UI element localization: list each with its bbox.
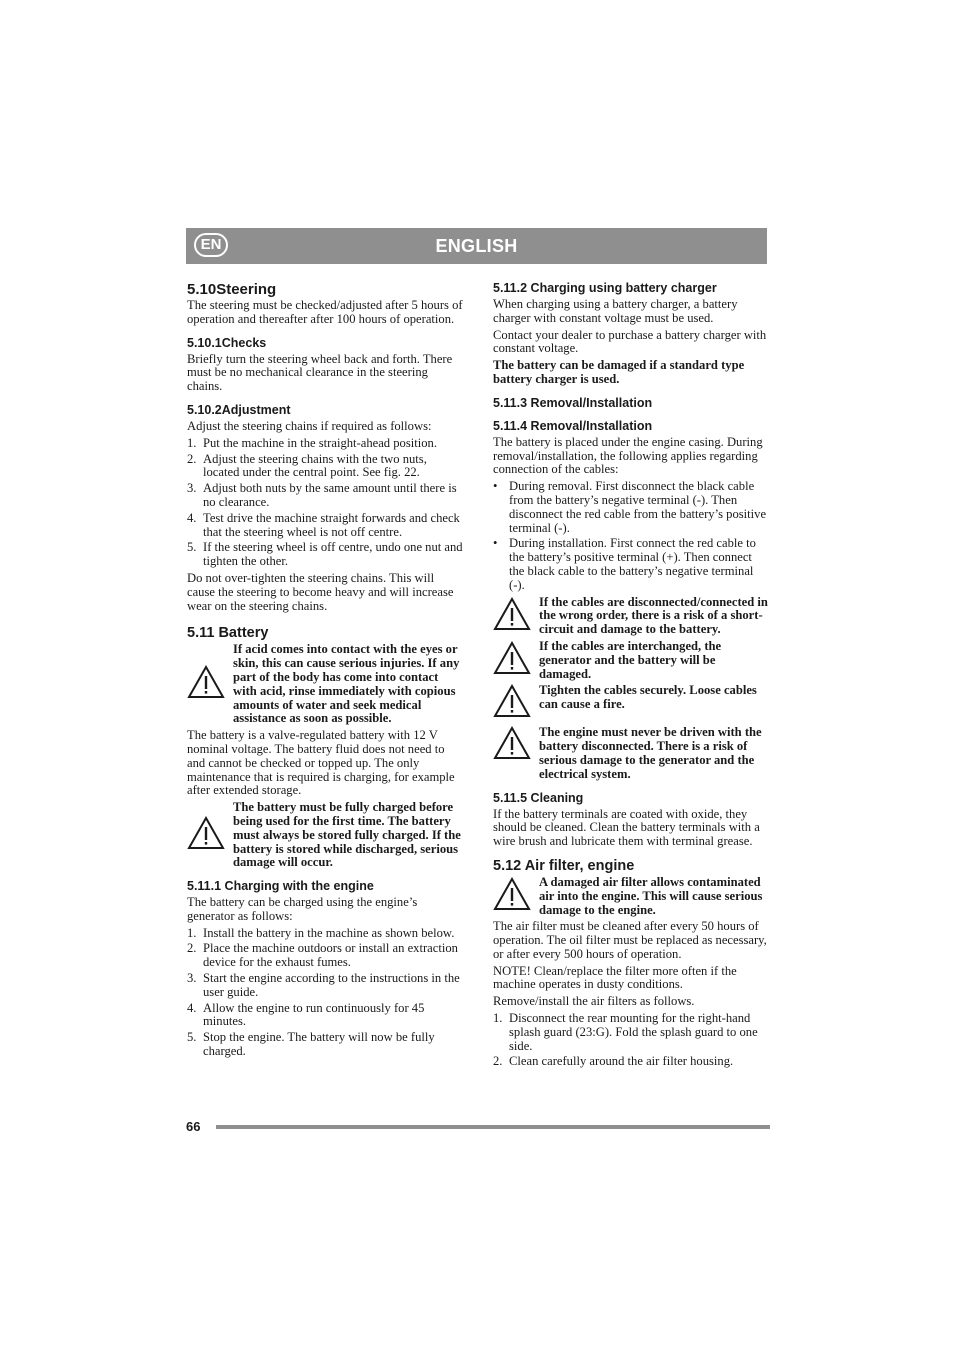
section-5-12-text: The air filter must be cleaned after every 50 hours of operation. The oil filter must be replaced as necessary, or after every 500 hours of operation. (493, 919, 767, 961)
warning-text: The battery must be fully charged before being used for the first time. The battery must always be stored fully charged. If the battery is stored while discharged, serious damage will occur. (233, 800, 461, 870)
section-5-10-2-title: 5.10.2Adjustment (187, 402, 291, 417)
warning-triangle-icon (187, 665, 233, 704)
list-item: 4. Allow the engine to run continuously for 45 minutes. (187, 1000, 425, 1029)
list-item: 5. Stop the engine. The battery will now be fully charged. (187, 1030, 435, 1059)
section-5-11-5-title: 5.11.5 Cleaning (493, 790, 584, 805)
charging-steps (187, 927, 463, 1059)
warning-block (493, 640, 769, 681)
adjustment-steps (187, 437, 463, 569)
list-item: 2. Clean carefully around the air filter housing. (493, 1054, 734, 1069)
left-column (187, 281, 463, 1062)
list-item: 1. Put the machine in the straight-ahead position. (187, 435, 437, 450)
list-item: 1. Disconnect the rear mounting for the right-hand splash guard (23:G). Fold the splash guard to one side. (493, 1011, 758, 1053)
list-item: 4. Test drive the machine straight forwards and check that the steering wheel is not off centre. (187, 510, 460, 539)
section-5-11-2-bold: The battery can be damaged if a standard type battery charger is used. (493, 358, 745, 386)
list-item: 5. If the steering wheel is off centre, undo one nut and tighten the other. (187, 540, 463, 569)
warning-block (187, 643, 463, 726)
list-item: 3. Start the engine according to the instructions in the user guide. (187, 971, 460, 999)
list-item: 2. Adjust the steering chains with the two nuts, located under the central point. See fig. 22. (187, 451, 427, 480)
cable-bullets (493, 480, 769, 592)
section-5-11-4-title: 5.11.4 Removal/Installation (493, 418, 653, 433)
warning-triangle-icon (493, 726, 539, 765)
warning-triangle-icon (493, 684, 539, 723)
section-5-11-2-text-2: Contact your dealer to purchase a battery charger with constant voltage. (493, 327, 767, 356)
warning-text: If the cables are disconnected/connected in the wrong order, there is a risk of a short-circuit and damage to the battery. (539, 594, 768, 637)
warning-text: If the cables are interchanged, the generator and the battery will be damaged. (539, 638, 722, 681)
warning-triangle-icon (187, 816, 233, 855)
list-item: 2. Place the machine outdoors or install an extraction device for the exhaust fumes. (187, 941, 458, 970)
section-5-11-2-text-1: When charging using a battery charger, a battery charger with constant voltage must be used. (493, 297, 738, 325)
section-5-12-title: 5.12 Air filter, engine (493, 857, 635, 874)
warning-block (493, 726, 769, 781)
section-5-10-2-note: Do not over-tighten the steering chains. This will cause the steering to become heavy and will increase wear on the steering chains. (187, 570, 454, 613)
warning-triangle-icon (493, 597, 539, 636)
air-filter-steps (493, 1012, 769, 1069)
section-5-11-3-title: 5.11.3 Removal/Installation (493, 395, 653, 410)
section-5-12-note: NOTE! Clean/replace the filter more often if the machine operates in dusty conditions. (493, 963, 737, 992)
section-5-10-2-intro: Adjust the steering chains if required as follows: (187, 418, 432, 433)
list-item: 1. Install the battery in the machine as shown below. (187, 925, 455, 940)
section-5-11-1-title: 5.11.1 Charging with the engine (187, 879, 374, 894)
warning-block (187, 801, 463, 870)
warning-text: The engine must never be driven with the battery disconnected. There is a risk of serious damage to the generator and the electrical system. (539, 725, 762, 781)
language-badge: EN (194, 233, 228, 257)
section-5-11-title: 5.11 Battery (187, 625, 269, 642)
list-item: 3. Adjust both nuts by the same amount until there is no clearance. (187, 481, 457, 509)
section-5-11-5-text: If the battery terminals are coated with oxide, they should be cleaned. Clean the battery terminals with a wire brush and lubricate them with terminal grease. (493, 806, 760, 849)
list-item: • During installation. First connect the red cable to the battery’s positive terminal (+). Then connect the black cable to the battery’s negative terminal (-). (493, 536, 756, 592)
section-5-12-intro: Remove/install the air filters as follows. (493, 994, 695, 1009)
warning-block (493, 876, 769, 917)
section-5-10-text: The steering must be checked/adjusted after 5 hours of operation and thereafter after 100 hours of operation. (187, 298, 463, 326)
section-5-10-title: 5.10Steering (187, 281, 277, 298)
section-5-11-text: The battery is a valve-regulated battery with 12 V nominal voltage. The battery fluid does not need to and cannot be checked or topped up. The only maintenance that is required is charging, for example after extended storage. (187, 728, 455, 798)
section-5-10-1-text: Briefly turn the steering wheel back and forth. There must be no mechanical clearance in the steering chains. (187, 351, 453, 394)
section-5-11-1-intro: The battery can be charged using the engine’s generator as follows: (187, 895, 418, 923)
list-item: • During removal. First disconnect the black cable from the battery’s negative terminal (-). Then disconnect the red cable from the battery’s positive terminal (-). (493, 479, 767, 535)
section-5-10-1-title: 5.10.1Checks (187, 335, 267, 350)
warning-triangle-icon (493, 877, 539, 916)
language-banner (186, 228, 767, 264)
right-column (493, 281, 769, 1072)
warning-text: Tighten the cables securely. Loose cables can cause a fire. (539, 683, 757, 712)
warning-text: If acid comes into contact with the eyes or skin, this can cause serious injuries. If any part of the body has come into contact with acid, rinse immediately with copious amounts of water and seek medical assistance as soon as possible. (233, 642, 460, 726)
section-5-11-4-intro: The battery is placed under the engine casing. During removal/installation, the following applies regarding connection of the cables: (493, 434, 763, 477)
warning-block (493, 596, 769, 637)
footer-rule (216, 1125, 770, 1129)
warning-block (493, 684, 769, 723)
page-number: 66 (186, 1119, 201, 1134)
warning-text: A damaged air filter allows contaminated air into the engine. This will cause serious damage to the engine. (539, 874, 763, 917)
banner-title: ENGLISH (435, 236, 518, 256)
warning-triangle-icon (493, 641, 539, 680)
section-5-11-2-title: 5.11.2 Charging using battery charger (493, 281, 717, 295)
